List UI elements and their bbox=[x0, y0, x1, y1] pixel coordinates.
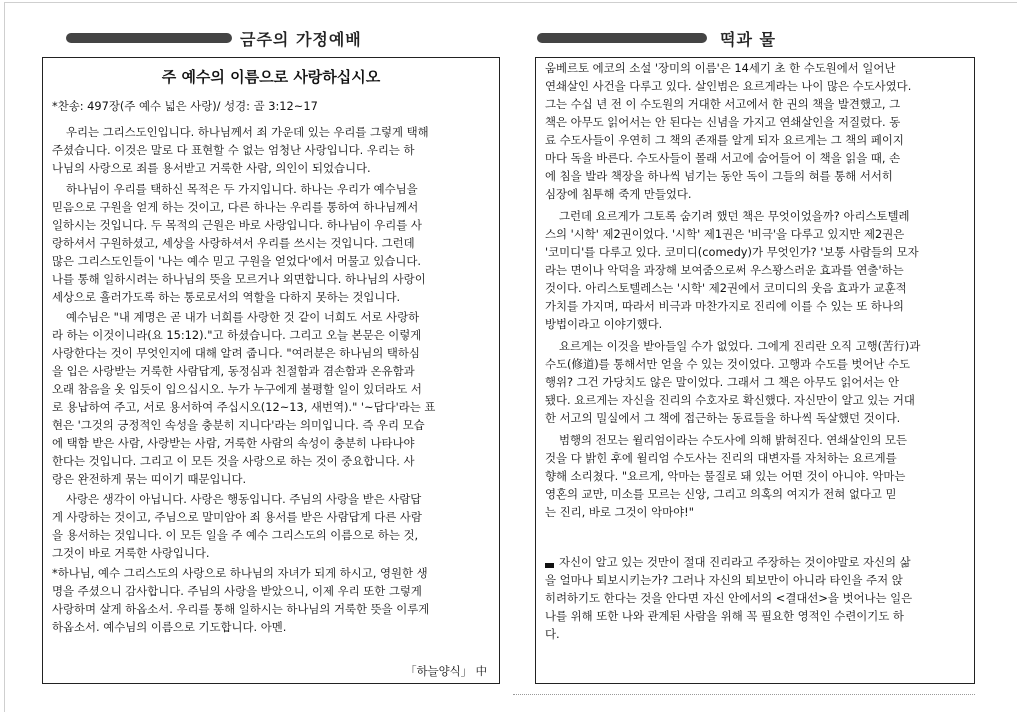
body-line: 한다는 것입니다. 그리고 이 모든 것을 사랑으로 하는 것이 중요합니다. 사 bbox=[52, 454, 415, 468]
body-line: 됐다. 요르게는 자신을 진리의 수호자로 확신했다. 자신만이 알고 있는 거대 bbox=[545, 393, 915, 407]
body-line: 요르게는 이것을 받아들일 수가 없었다. 그에게 진리란 오직 고행(苦行)과 bbox=[559, 339, 921, 353]
body-line: 사랑한다는 것이 무엇인지에 대해 알려 줍니다. "여러분은 하나님의 택하심 bbox=[52, 346, 420, 360]
source-credit: 「하늘양식」 中 bbox=[405, 664, 487, 678]
body-line: 료 수도사들이 우연히 그 책의 존재를 알게 되자 요르게는 그 책의 페이지 bbox=[545, 133, 904, 147]
right-section-title: 떡과 물 bbox=[720, 30, 776, 49]
body-line: 수도(修道)를 통해서만 얻을 수 있는 것이었다. 고행과 수도를 벗어난 수도 bbox=[545, 357, 910, 371]
left-section-title: 금주의 가정예배 bbox=[240, 30, 362, 49]
body-line: 범행의 전모는 윌리엄이라는 수도사에 의해 밝혀진다. 연쇄살인의 모든 bbox=[559, 433, 908, 447]
body-line: 움베르토 에코의 소설 '장미의 이름'은 14세기 초 한 수도원에서 일어난 bbox=[545, 61, 896, 75]
hymn-scripture-reference: *찬송: 497장(주 예수 넓은 사랑)/ 성경: 골 3:12~17 bbox=[52, 99, 318, 113]
body-line: 것이다. 아리스토텔레스는 '시학' 제2권에서 코미디의 웃음 효과가 교훈적 bbox=[545, 281, 907, 295]
body-line: 나님의 사랑으로 죄를 용서받고 거룩한 사람, 의인이 되었습니다. bbox=[52, 161, 371, 175]
body-line: 을 용서하는 것입니다. 이 모든 일을 주 예수 그리스도의 이름으로 하는 것, bbox=[52, 528, 419, 542]
body-line: '코미디'를 다루고 있다. 코미디(comedy)가 무엇인가? '보통 사람들의 모자 bbox=[545, 245, 919, 259]
body-line: 그런데 요르게가 그토록 숨기려 했던 책은 무엇이었을까? 아리스토텔레 bbox=[559, 209, 910, 223]
body-line: 는 진리, 바로 그것이 악마야!" bbox=[545, 505, 694, 519]
body-line: 스의 '시학' 제2권이었다. '시학' 제1권은 '비극'을 다루고 있지만 제2권은 bbox=[545, 227, 905, 241]
body-line: 사랑은 생각이 아닙니다. 사랑은 행동입니다. 주님의 사랑을 받은 사람답 bbox=[66, 492, 422, 506]
body-line: 오래 참음을 옷 입듯이 입으십시오. 누가 누구에게 불평할 일이 있더라도 서 bbox=[52, 382, 422, 396]
body-line: 믿음으로 구원을 얻게 하는 것이고, 다른 하나는 우리를 통하여 하나님께서 bbox=[52, 200, 419, 214]
dotted-divider bbox=[513, 694, 975, 695]
body-line: 심장에 침투해 죽게 만들었다. bbox=[545, 187, 692, 201]
body-line: 랑은 완전하게 묶는 띠이기 때문입니다. bbox=[52, 472, 247, 486]
right-header-bar bbox=[537, 33, 707, 43]
body-line: 자신이 알고 있는 것만이 절대 진리라고 주장하는 것이야말로 자신의 삶 bbox=[559, 555, 911, 569]
body-line: 을 입은 사랑받는 거룩한 사람답게, 동정심과 친절함과 겸손함과 온유함과 bbox=[52, 364, 415, 378]
body-line: 을 얼마나 퇴보시키는가? 그러나 자신의 퇴보만이 아니라 타인을 주저 앉 bbox=[545, 573, 903, 587]
left-article-box bbox=[42, 57, 500, 684]
body-line: 하나님이 우리를 택하신 목적은 두 가지입니다. 하나는 우리가 예수님을 bbox=[66, 182, 418, 196]
body-line: 사랑하며 살게 하옵소서. 우리를 통해 일하시는 하나님의 거룩한 뜻을 이루게 bbox=[52, 602, 430, 616]
body-line: 라 하는 이것이니라(요 15:12)."고 하셨습니다. 그리고 오늘 본문은 이렇게 bbox=[52, 328, 422, 342]
body-line: 한 서고의 밀실에서 그 책에 접근하는 동료들을 하나씩 독살했던 것이다. bbox=[545, 411, 901, 425]
body-line: 영혼의 교만, 미소를 모르는 신앙, 그리고 의혹의 여지가 전혀 없다고 믿 bbox=[545, 487, 897, 501]
body-line: 나를 통해 일하시려는 하나님의 뜻을 모르거나 외면합니다. 하나님의 사랑이 bbox=[52, 272, 426, 286]
body-line: 책은 아무도 읽어서는 안 된다는 신념을 가지고 연쇄살인을 저질렀다. 동 bbox=[545, 115, 901, 129]
body-line: 방법이라고 이야기했다. bbox=[545, 317, 663, 331]
body-line: 가치를 가지며, 따라서 비극과 마찬가지로 진리에 이를 수 있는 또 하나의 bbox=[545, 299, 904, 313]
body-line: 세상으로 흘러가도록 하는 통로로서의 역할을 다하지 못하는 것입니다. bbox=[52, 290, 401, 304]
body-line: 히려하기도 한다는 것을 안다면 자신 안에서의 <결대선>을 벗어나는 일은 bbox=[545, 591, 913, 605]
body-line: 하옵소서. 예수님의 이름으로 기도합니다. 아멘. bbox=[52, 620, 287, 634]
body-line: 주셨습니다. 이것은 말로 다 표현할 수 없는 엄청난 사랑입니다. 우리는 하 bbox=[52, 143, 415, 157]
body-line: 에 택함 받은 사람, 사랑받는 사람, 거룩한 사람의 속성이 충분히 나타나야 bbox=[52, 436, 415, 450]
left-header-bar bbox=[66, 33, 232, 43]
body-line: 마다 독을 바른다. 수도사들이 몰래 서고에 숨어들어 이 책을 읽을 때, 손 bbox=[545, 151, 901, 165]
section-marker bbox=[545, 563, 554, 568]
body-line: 행위? 그건 가당치도 않은 말이었다. 그래서 그 책은 아무도 읽어서는 안 bbox=[545, 375, 899, 389]
body-line: 에 침을 발라 책장을 하나씩 넘기는 동안 독이 그들의 혀를 통해 서서히 bbox=[545, 169, 893, 183]
body-line: 게 사랑하는 것이고, 주님으로 말미암아 죄 용서를 받은 사람답게 다른 사람 bbox=[52, 510, 422, 524]
body-line: 라는 면이나 악덕을 과장해 보여줌으로써 우스꽝스러운 효과를 연출'하는 bbox=[545, 263, 904, 277]
body-line: 현은 '그것의 긍정적인 속성을 충분히 지니다'라는 의미입니다. 즉 우리 모습 bbox=[52, 418, 425, 432]
body-line: 연쇄살인 사건을 다루고 있다. 살인범은 요르게라는 나이 많은 수도사였다. bbox=[545, 79, 912, 93]
body-line: 그것이 바로 거룩한 사랑입니다. bbox=[52, 546, 210, 560]
right-article-box bbox=[535, 57, 975, 684]
body-line: 다. bbox=[545, 627, 560, 641]
body-line: 향해 소리쳤다. "요르게, 악마는 물질로 돼 있는 어떤 것이 아니야. 악마는 bbox=[545, 469, 906, 483]
body-line: 일하시는 것입니다. 두 목적의 근원은 바로 사랑입니다. 하나님이 우리를 사 bbox=[52, 218, 422, 232]
body-line: 그는 수십 년 전 이 수도원의 거대한 서고에서 한 권의 책을 발견했고, 그 bbox=[545, 97, 901, 111]
body-line: 랑하셔서 구원하셨고, 세상을 사랑하셔서 우리를 쓰시는 것입니다. 그런데 bbox=[52, 236, 415, 250]
body-line: 우리는 그리스도인입니다. 하나님께서 죄 가운데 있는 우리를 그렇게 택해 bbox=[66, 125, 429, 139]
body-line: 많은 그리스도인들이 '나는 예수 믿고 구원을 얻었다'에서 머물고 있습니다. bbox=[52, 254, 421, 268]
article-title: 주 예수의 이름으로 사랑하십시오 bbox=[161, 68, 381, 86]
body-line: *하나님, 예수 그리스도의 사랑으로 하나님의 자녀가 되게 하시고, 영원한 생 bbox=[52, 566, 428, 580]
body-line: 명을 주셨으니 감사합니다. 주님의 사랑을 받았으니, 이제 우리 또한 그렇게 bbox=[52, 584, 422, 598]
body-line: 나를 위해 또한 나와 관계된 사람을 위해 꼭 필요한 영적인 수련이기도 하 bbox=[545, 609, 904, 623]
body-line: 예수님은 "내 계명은 곧 내가 너희를 사랑한 것 같이 너희도 서로 사랑하 bbox=[66, 310, 420, 324]
body-line: 것을 다 밝힌 후에 윌리엄 수도사는 진리의 대변자를 자처하는 요르게를 bbox=[545, 451, 897, 465]
body-line: 로 용납하여 주고, 서로 용서하여 주십시오(12~13, 새번역)." '~답다'라는 표 bbox=[52, 400, 436, 414]
